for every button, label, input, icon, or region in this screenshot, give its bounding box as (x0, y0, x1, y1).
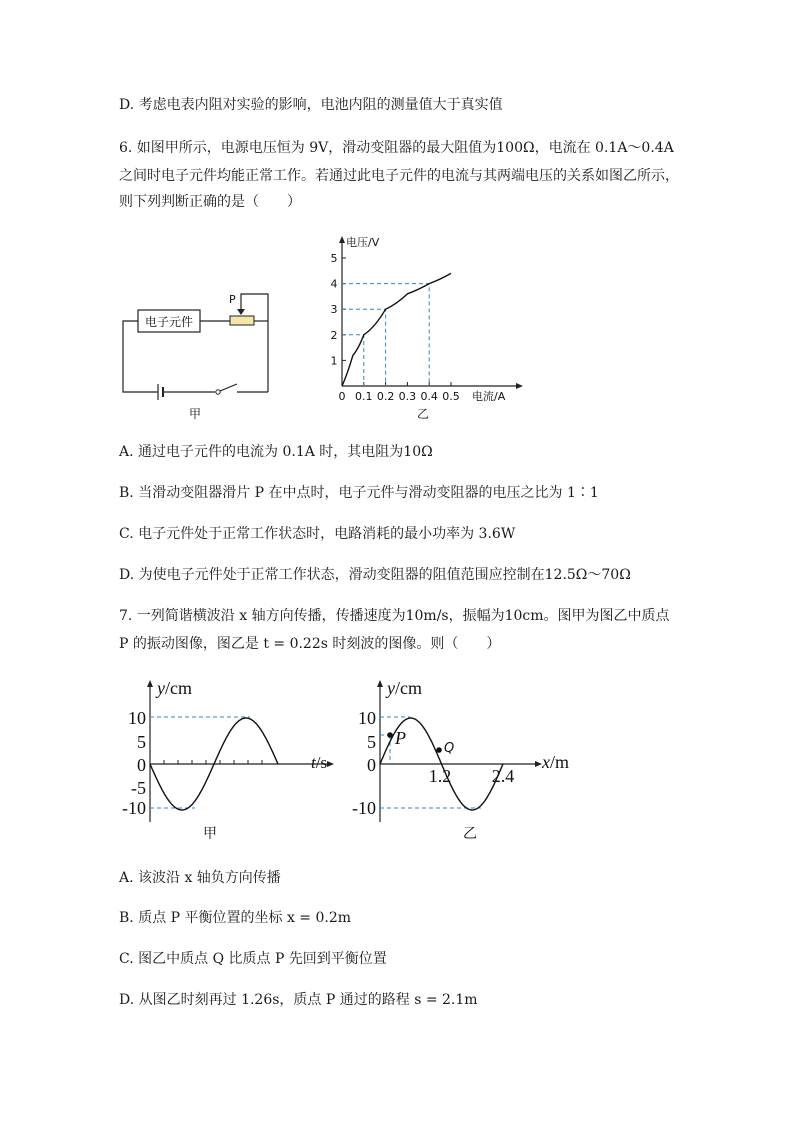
wave-chart (345, 672, 585, 847)
iv-guide-line (342, 309, 386, 386)
iv-x-tick: 0.1 (355, 390, 373, 403)
q6-option-a[interactable]: A. 通过电子元件的电流为 0.1A 时，其电阻为10Ω (119, 444, 433, 460)
iv-x-tick: 0.3 (398, 390, 417, 403)
q7-option-d[interactable]: D. 从图乙时刻再过 1.26s，质点 P 通过的路程 s = 2.1m (119, 992, 478, 1008)
circuit-caption: 甲 (188, 407, 202, 421)
vib-tick-5: 5 (137, 732, 146, 752)
wave-tick-1-2: 1.2 (428, 766, 452, 786)
slider-label: P (229, 293, 236, 306)
q6-option-c[interactable]: C. 电子元件处于正常工作状态时，电路消耗的最小功率为 3.6W (119, 526, 516, 542)
rheostat (230, 316, 254, 325)
point-p-label: P (395, 728, 406, 748)
slider-wire (241, 294, 268, 392)
q7-stem-line-2: P 的振动图像，图乙是 t = 0.22s 时刻波的图像。则（ ） (119, 636, 501, 652)
circuit-diagram (115, 288, 275, 423)
q6-stem-line-2: 之间时电子元件均能正常工作。若通过此电子元件的电流与其两端电压的关系如图乙所示， (119, 168, 679, 184)
point-q-label: Q (444, 741, 455, 756)
iv-x-tick: 0 (338, 390, 346, 403)
wave-tick-neg10: -10 (352, 798, 376, 818)
vib-tick-0: 0 (137, 755, 146, 775)
wave-tick-2-4: 2.4 (491, 766, 515, 786)
vib-tick-neg5: -5 (131, 778, 146, 798)
component-label: 电子元件 (144, 315, 194, 329)
q5-option-d: D. 考虑电表内阻对实验的影响，电池内阻的测量值大于真实值 (119, 97, 503, 113)
wave-caption: 乙 (463, 826, 477, 842)
q6-stem-line-1: 6. 如图甲所示，电源电压恒为 9V，滑动变阻器的最大阻值为100Ω，电流在 0.1A～0.4A (119, 140, 674, 156)
iv-y-tick: 1 (330, 354, 338, 368)
vib-caption: 甲 (203, 826, 217, 842)
iv-x-tick: 0.4 (420, 390, 438, 403)
iv-caption: 乙 (416, 407, 430, 421)
vibration-chart (115, 672, 345, 847)
q7-option-c[interactable]: C. 图乙中质点 Q 比质点 P 先回到平衡位置 (119, 951, 387, 967)
vib-tick-10: 10 (128, 708, 146, 728)
q7-stem-line-1: 7. 一列简谐横波沿 x 轴方向传播，传播速度为10m/s，振幅为10cm。图甲为图乙中质点 (119, 608, 670, 624)
wave-tick-5: 5 (367, 732, 376, 752)
wave-x-label: x/m (542, 752, 570, 772)
q7-option-a[interactable]: A. 该波沿 x 轴负方向传播 (119, 870, 281, 886)
iv-y-tick: 2 (330, 328, 338, 342)
wave-tick-0: 0 (367, 755, 376, 775)
iv-x-tick: 0.2 (376, 390, 395, 403)
iv-y-tick: 4 (330, 277, 338, 291)
y-axis-label: 电压/V (346, 236, 380, 249)
point-p (387, 732, 393, 738)
wave-tick-10: 10 (358, 708, 376, 728)
x-axis-label: 电流/A (472, 390, 506, 403)
q7-option-b[interactable]: B. 质点 P 平衡位置的坐标 x = 0.2m (119, 910, 352, 926)
iv-y-tick: 5 (330, 252, 338, 265)
iv-curve (342, 273, 451, 386)
iv-chart (320, 228, 530, 428)
q6-option-b[interactable]: B. 当滑动变阻器滑片 P 在中点时，电子元件与滑动变阻器的电压之比为 1∶1 (119, 485, 599, 501)
switch (216, 390, 220, 394)
q6-stem-line-3: 则下列判断正确的是（ ） (119, 194, 301, 210)
iv-x-tick: 0.5 (442, 390, 460, 403)
vib-x-label: t/s (311, 753, 328, 772)
vib-y-label: y/cm (157, 678, 192, 698)
vib-tick-neg10: -10 (122, 798, 146, 818)
iv-y-tick: 3 (330, 303, 338, 317)
wave-y-label: y/cm (387, 678, 422, 698)
point-q (436, 747, 442, 753)
q6-option-d[interactable]: D. 为使电子元件处于正常工作状态，滑动变阻器的阻值范围应控制在12.5Ω～70Ω (119, 567, 631, 583)
